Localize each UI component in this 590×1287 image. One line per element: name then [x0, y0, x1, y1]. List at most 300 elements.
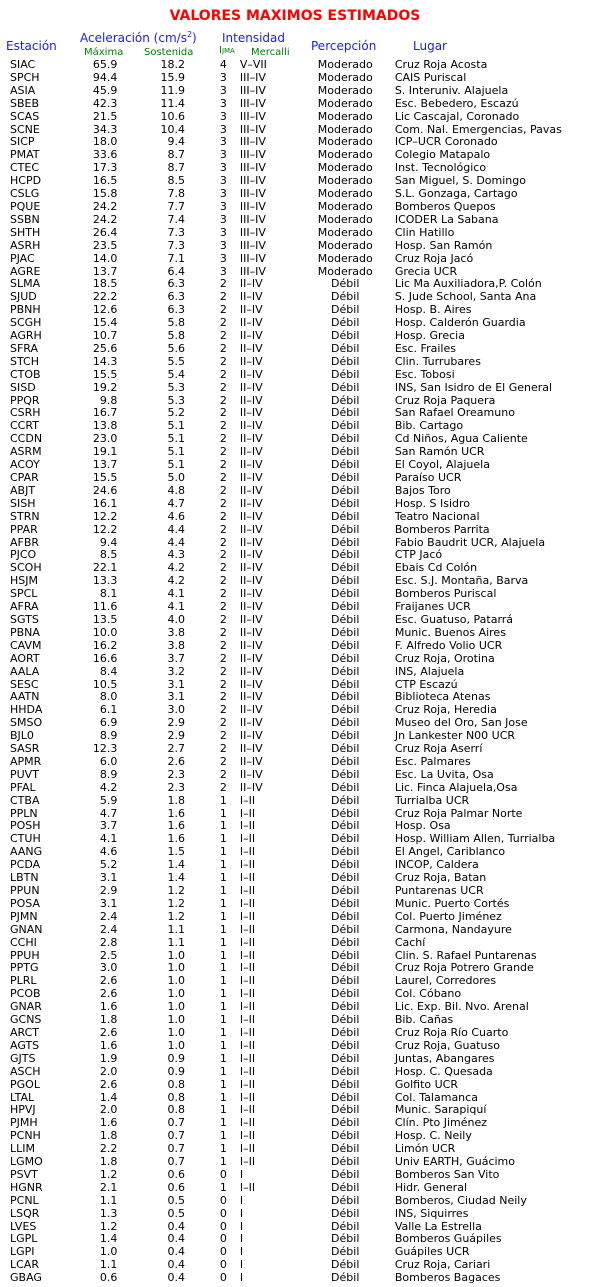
table-row [10, 756, 590, 769]
perception-cell: Débil [331, 1245, 360, 1259]
perception-cell: Débil [331, 922, 360, 936]
table-row [10, 1066, 590, 1079]
sustained-accel-cell: 0.6 [167, 1180, 185, 1194]
jma-intensity-cell: 1 [219, 845, 227, 859]
mercalli-intensity-cell: I–II [239, 1077, 256, 1091]
place-cell: Limón UCR [394, 1142, 456, 1156]
max-accel-cell: 11.6 [92, 600, 118, 614]
mercalli-intensity-cell: I–II [239, 909, 256, 923]
max-accel-cell: 22.1 [92, 561, 118, 575]
sustained-accel-cell: 1.6 [167, 832, 185, 846]
max-accel-cell: 10.7 [92, 329, 118, 343]
jma-intensity-cell: 2 [219, 290, 227, 304]
mercalli-intensity-cell: II–IV [239, 367, 263, 381]
station-code-cell: SJUD [10, 290, 37, 304]
jma-intensity-cell: 2 [219, 600, 227, 614]
max-accel-cell: 2.6 [99, 974, 118, 988]
max-accel-cell: 3.1 [99, 896, 118, 910]
perception-cell: Débil [331, 316, 360, 330]
max-accel-cell: 21.5 [92, 109, 118, 123]
perception-cell: Débil [331, 884, 360, 897]
station-code-cell: AGRE [10, 264, 41, 278]
place-cell: CAIS Puriscal [394, 70, 467, 84]
place-cell: Bomberos Parrita [394, 522, 490, 536]
station-code-cell: PCNL [10, 1193, 39, 1207]
sustained-accel-cell: 10.4 [160, 122, 185, 136]
mercalli-intensity-cell: II–IV [239, 587, 263, 601]
jma-intensity-cell: 3 [219, 212, 227, 226]
mercalli-intensity-cell: I–II [239, 793, 256, 807]
station-code-cell: SISH [10, 496, 36, 510]
max-accel-cell: 14.3 [92, 354, 118, 368]
max-accel-cell: 2.2 [99, 1142, 118, 1156]
place-cell: Cruz Roja Acosta [394, 58, 488, 71]
table-row [10, 85, 590, 98]
place-cell: Turrialba UCR [394, 793, 470, 807]
jma-intensity-cell: 2 [219, 729, 227, 743]
perception-cell: Débil [331, 1051, 360, 1065]
jma-intensity-cell: 1 [219, 806, 227, 820]
jma-intensity-cell: 1 [219, 909, 227, 923]
mercalli-intensity-cell: II–IV [239, 329, 263, 343]
max-accel-cell: 13.7 [92, 458, 118, 472]
mercalli-intensity-cell: III–IV [239, 96, 266, 110]
max-accel-cell: 2.4 [99, 909, 118, 923]
table-row [10, 1117, 590, 1130]
station-code-cell: AGTS [10, 1038, 40, 1052]
sustained-accel-cell: 5.8 [167, 316, 185, 330]
max-accel-cell: 2.0 [99, 1064, 118, 1078]
perception-cell: Débil [331, 858, 360, 872]
place-cell: Fabio Baudrit UCR, Alajuela [394, 535, 546, 549]
place-cell: Bib. Cañas [394, 1013, 454, 1027]
place-cell: Munic. Puerto Cortés [394, 896, 510, 910]
table-row [10, 937, 590, 950]
sustained-accel-cell: 0.9 [167, 1064, 185, 1078]
station-code-cell: LSQR [10, 1206, 40, 1220]
table-row [10, 666, 590, 679]
table-row [10, 1092, 590, 1105]
jma-intensity-cell: 1 [219, 1013, 227, 1027]
perception-cell: Débil [331, 432, 360, 446]
sustained-accel-cell: 3.8 [167, 638, 185, 652]
sustained-accel-cell: 2.3 [167, 780, 185, 794]
station-code-cell: SGTS [10, 612, 39, 626]
station-code-cell: ASIA [10, 83, 36, 97]
max-accel-cell: 2.4 [99, 922, 118, 936]
mercalli-intensity-cell: III–IV [239, 122, 266, 136]
jma-intensity-cell: 2 [219, 380, 227, 394]
perception-cell: Débil [331, 1167, 360, 1181]
station-code-cell: SPCH [10, 70, 40, 84]
max-accel-cell: 1.8 [99, 1013, 118, 1027]
jma-intensity-cell: 1 [219, 819, 227, 833]
station-code-cell: AANG [10, 845, 43, 859]
place-cell: Munic. Sarapiquí [394, 1103, 487, 1117]
sustained-accel-cell: 1.1 [167, 922, 185, 936]
table-row [10, 924, 590, 937]
place-cell: Cruz Roja, Cariari [394, 1258, 491, 1272]
table-row [10, 872, 590, 885]
sustained-accel-cell: 0.7 [167, 1155, 185, 1169]
max-accel-cell: 0.6 [99, 1271, 118, 1285]
place-cell: Clín. Pto Jiménez [394, 1116, 488, 1130]
place-cell: ICODER La Sabana [394, 212, 499, 226]
sustained-accel-cell: 0.4 [167, 1258, 185, 1272]
max-accel-cell: 15.5 [92, 367, 118, 381]
mercalli-intensity-cell: I–II [239, 871, 256, 885]
sustained-accel-cell: 1.6 [167, 806, 185, 820]
sustained-accel-cell: 5.5 [167, 354, 185, 368]
station-code-cell: PPTG [10, 961, 39, 975]
table-row [10, 885, 590, 898]
jma-intensity-cell: 3 [219, 96, 227, 110]
max-accel-cell: 1.2 [99, 1167, 118, 1181]
place-cell: Bib. Cartago [394, 419, 464, 433]
place-cell: Clin Hatillo [394, 225, 455, 239]
perception-cell: Débil [331, 1077, 360, 1091]
station-code-cell: CAVM [10, 638, 42, 652]
mercalli-intensity-cell: I–II [239, 858, 256, 872]
table-row [10, 1130, 590, 1143]
place-cell: Bomberos Guápiles [394, 1232, 502, 1246]
jma-intensity-cell: 0 [219, 1271, 227, 1285]
header-station: Estación [6, 39, 57, 53]
perception-cell: Débil [331, 625, 360, 639]
jma-intensity-cell: 3 [219, 161, 227, 175]
mercalli-intensity-cell: II–IV [239, 638, 263, 652]
place-cell: Guápiles UCR [394, 1245, 470, 1259]
mercalli-intensity-cell: I–II [239, 1090, 256, 1104]
table-row [10, 1272, 590, 1285]
sustained-accel-cell: 4.7 [167, 496, 185, 510]
jma-intensity-cell: 0 [219, 1232, 227, 1246]
perception-cell: Débil [331, 742, 360, 756]
sustained-accel-cell: 0.7 [167, 1129, 185, 1143]
jma-intensity-cell: 3 [219, 264, 227, 278]
station-code-cell: SHTH [10, 225, 41, 239]
sustained-accel-cell: 7.3 [167, 225, 185, 239]
mercalli-intensity-cell: II–IV [239, 522, 263, 536]
jma-intensity-cell: 2 [219, 716, 227, 730]
mercalli-intensity-cell: II–IV [239, 561, 263, 575]
place-cell: ICP–UCR Coronado [394, 135, 498, 149]
sustained-accel-cell: 6.4 [167, 264, 185, 278]
place-cell: Hosp. William Allen, Turrialba [394, 832, 556, 846]
table-row [10, 743, 590, 756]
mercalli-intensity-cell: II–IV [239, 471, 263, 484]
perception-cell: Débil [331, 471, 360, 484]
place-cell: Esc. Tobosi [394, 367, 455, 381]
perception-cell: Débil [331, 1038, 360, 1052]
station-code-cell: LBTN [10, 871, 39, 885]
jma-intensity-cell: 3 [219, 199, 227, 213]
table-row [10, 1221, 590, 1234]
max-accel-cell: 16.2 [92, 638, 118, 652]
mercalli-intensity-cell: II–IV [239, 496, 263, 510]
mercalli-intensity-cell: I–II [239, 1116, 256, 1130]
perception-cell: Débil [331, 1155, 360, 1169]
max-accel-cell: 23.0 [92, 432, 118, 446]
jma-intensity-cell: 1 [219, 1180, 227, 1194]
sustained-accel-cell: 5.8 [167, 329, 185, 343]
mercalli-intensity-cell: II–IV [239, 612, 263, 626]
place-cell: El Angel, Cariblanco [394, 845, 506, 859]
place-cell: Lic. Exp. Bil. Nvo. Arenal [394, 1000, 529, 1014]
perception-cell: Débil [331, 935, 360, 949]
jma-intensity-cell: 2 [219, 303, 227, 317]
sustained-accel-cell: 5.3 [167, 393, 185, 407]
mercalli-intensity-cell: II–IV [239, 535, 263, 549]
place-cell: Bomberos San Vito [394, 1167, 500, 1181]
max-accel-cell: 19.2 [92, 380, 118, 394]
mercalli-intensity-cell: III–IV [239, 135, 266, 149]
station-code-cell: LCAR [10, 1258, 39, 1272]
station-code-cell: AGRH [10, 329, 42, 343]
sustained-accel-cell: 2.9 [167, 716, 185, 730]
place-cell: Esc. Frailes [394, 341, 456, 355]
place-cell: Esc. Bebedero, Escazú [394, 96, 519, 110]
jma-intensity-cell: 2 [219, 522, 227, 536]
perception-cell: Moderado [317, 264, 373, 278]
jma-intensity-cell: 0 [219, 1167, 227, 1181]
jma-intensity-cell: 2 [219, 625, 227, 639]
table-row [10, 575, 590, 588]
station-code-cell: HCPD [10, 174, 42, 188]
perception-cell: Moderado [317, 238, 373, 252]
perception-cell: Débil [331, 1271, 360, 1285]
jma-intensity-cell: 1 [219, 1064, 227, 1078]
sustained-accel-cell: 4.1 [167, 587, 185, 601]
place-cell: Esc. Guatuso, Patarrá [394, 612, 514, 626]
mercalli-intensity-cell: III–IV [239, 148, 266, 162]
station-code-cell: SCGH [10, 316, 42, 330]
station-code-cell: ASRM [10, 445, 42, 459]
header-acceleration: Aceleración $(cm/s^2)$ [80, 30, 197, 45]
place-cell: Colegio Matapalo [394, 148, 491, 162]
place-cell: Cachí [394, 935, 426, 949]
sustained-accel-cell: 4.0 [167, 612, 185, 626]
jma-intensity-cell: 3 [219, 187, 227, 201]
place-cell: Hosp. Calderón Guardia [394, 316, 526, 330]
jma-intensity-cell: 1 [219, 884, 227, 897]
jma-intensity-cell: 3 [219, 83, 227, 97]
jma-intensity-cell: 2 [219, 651, 227, 665]
mercalli-intensity-cell: II–IV [239, 419, 263, 433]
max-accel-cell: 24.2 [92, 212, 118, 226]
max-accel-cell: 5.9 [99, 793, 118, 807]
perception-cell: Débil [331, 754, 360, 768]
jma-intensity-cell: 1 [219, 858, 227, 872]
place-cell: S.L. Gonzaga, Cartago [394, 187, 518, 201]
max-accel-cell: 3.7 [99, 819, 118, 833]
place-cell: Biblioteca Atenas [394, 690, 491, 704]
place-cell: Bomberos, Ciudad Neily [394, 1193, 527, 1207]
perception-cell: Débil [331, 367, 360, 381]
perception-cell: Débil [331, 974, 360, 988]
sustained-accel-cell: 11.9 [160, 83, 185, 97]
perception-cell: Débil [331, 561, 360, 575]
mercalli-intensity-cell: II–IV [239, 290, 263, 304]
table-row [10, 1053, 590, 1066]
mercalli-intensity-cell: III–IV [239, 225, 266, 239]
jma-intensity-cell: 1 [219, 1103, 227, 1117]
station-code-cell: PCOB [10, 987, 41, 1001]
jma-intensity-cell: 2 [219, 341, 227, 355]
sustained-accel-cell: 4.8 [167, 483, 185, 497]
table-row [10, 369, 590, 382]
sustained-accel-cell: 7.4 [167, 212, 185, 226]
table-row [10, 1027, 590, 1040]
station-code-cell: SCNE [10, 122, 40, 136]
max-accel-cell: 94.4 [92, 70, 118, 84]
jma-intensity-cell: 2 [219, 561, 227, 575]
max-accel-cell: 2.9 [99, 884, 118, 897]
sustained-accel-cell: 1.5 [167, 845, 185, 859]
station-code-cell: SICP [10, 135, 35, 149]
max-accel-cell: 14.0 [92, 251, 118, 265]
sustained-accel-cell: 0.7 [167, 1142, 185, 1156]
perception-cell: Débil [331, 871, 360, 885]
mercalli-intensity-cell: II–IV [239, 277, 263, 291]
sustained-accel-cell: 0.4 [167, 1232, 185, 1246]
place-cell: Cruz Roja, Heredia [394, 703, 497, 717]
station-code-cell: PFAL [10, 780, 36, 794]
table-row [10, 1104, 590, 1117]
place-cell: Hidr. General [394, 1180, 467, 1194]
mercalli-intensity-cell: III–IV [239, 238, 266, 252]
table-row [10, 846, 590, 859]
max-accel-cell: 16.7 [92, 406, 118, 420]
max-accel-cell: 65.9 [92, 58, 118, 71]
sustained-accel-cell: 1.0 [167, 974, 185, 988]
station-code-cell: CTOB [10, 367, 41, 381]
max-accel-cell: 8.9 [99, 729, 118, 743]
mercalli-intensity-cell: III–IV [239, 199, 266, 213]
table-row [10, 253, 590, 266]
perception-cell: Moderado [317, 199, 373, 213]
jma-intensity-cell: 3 [219, 70, 227, 84]
perception-cell: Moderado [317, 148, 373, 162]
jma-intensity-cell: 1 [219, 1116, 227, 1130]
sustained-accel-cell: 5.0 [167, 471, 185, 484]
table-row [10, 1182, 590, 1195]
header-intensity: Intensidad [222, 31, 286, 45]
jma-intensity-cell: 1 [219, 1129, 227, 1143]
max-accel-cell: 12.3 [92, 742, 118, 756]
mercalli-intensity-cell: II–IV [239, 483, 263, 497]
sustained-accel-cell: 1.0 [167, 1038, 185, 1052]
sustained-accel-cell: 1.4 [167, 871, 185, 885]
mercalli-intensity-cell: I–II [239, 1103, 256, 1117]
max-accel-cell: 16.5 [92, 174, 118, 188]
place-cell: Cruz Roja Potrero Grande [394, 961, 534, 975]
sustained-accel-cell: 1.0 [167, 987, 185, 1001]
perception-cell: Débil [331, 406, 360, 420]
perception-cell: Moderado [317, 96, 373, 110]
mercalli-intensity-cell: II–IV [239, 354, 263, 368]
mercalli-intensity-cell: I–II [239, 948, 256, 962]
sustained-accel-cell: 1.1 [167, 935, 185, 949]
header-place: Lugar [413, 39, 447, 53]
sustained-accel-cell: 1.0 [167, 1025, 185, 1039]
station-code-cell: ASRH [10, 238, 41, 252]
perception-cell: Moderado [317, 122, 373, 136]
perception-cell: Débil [331, 329, 360, 343]
jma-intensity-cell: 2 [219, 664, 227, 678]
sustained-accel-cell: 0.4 [167, 1219, 185, 1233]
mercalli-intensity-cell: III–IV [239, 212, 266, 226]
mercalli-intensity-cell: II–IV [239, 316, 263, 330]
jma-intensity-cell: 3 [219, 109, 227, 123]
place-cell: S. Jude School, Santa Ana [394, 290, 537, 304]
place-cell: Carmona, Nandayure [394, 922, 512, 936]
sustained-accel-cell: 4.4 [167, 522, 185, 536]
station-code-cell: LGMO [10, 1155, 43, 1169]
perception-cell: Débil [331, 896, 360, 910]
mercalli-intensity-cell: I–II [239, 922, 256, 936]
sustained-accel-cell: 4.6 [167, 509, 185, 523]
place-cell: Lic. Finca Alajuela,Osa [394, 780, 518, 794]
max-accel-cell: 8.1 [99, 587, 118, 601]
jma-intensity-cell: 3 [219, 135, 227, 149]
subheader-sustained: Sostenida [144, 47, 194, 58]
max-accel-cell: 1.8 [99, 1129, 118, 1143]
place-cell: Hosp. C. Neily [394, 1129, 472, 1143]
perception-cell: Débil [331, 1116, 360, 1130]
mercalli-intensity-cell: II–IV [239, 651, 263, 665]
mercalli-intensity-cell: II–IV [239, 303, 263, 317]
sustained-accel-cell: 8.7 [167, 161, 185, 175]
sustained-accel-cell: 11.4 [160, 96, 185, 110]
table-row [10, 640, 590, 653]
perception-cell: Débil [331, 290, 360, 304]
max-accel-cell: 17.3 [92, 161, 118, 175]
jma-intensity-cell: 2 [219, 767, 227, 781]
mercalli-intensity-cell: II–IV [239, 380, 263, 394]
sustained-accel-cell: 3.1 [167, 690, 185, 704]
mercalli-intensity-cell: I–II [239, 987, 256, 1001]
sustained-accel-cell: 2.7 [167, 742, 185, 756]
perception-cell: Débil [331, 651, 360, 665]
sustained-accel-cell: 0.4 [167, 1271, 185, 1285]
perception-cell: Débil [331, 380, 360, 394]
perception-cell: Débil [331, 1090, 360, 1104]
place-cell: INS, Alajuela [394, 664, 465, 678]
jma-intensity-cell: 2 [219, 329, 227, 343]
table-row [10, 627, 590, 640]
perception-cell: Débil [331, 909, 360, 923]
perception-cell: Débil [331, 793, 360, 807]
max-accel-cell: 10.0 [92, 625, 118, 639]
table-row [10, 769, 590, 782]
jma-intensity-cell: 0 [219, 1193, 227, 1207]
sustained-accel-cell: 3.8 [167, 625, 185, 639]
jma-intensity-cell: 1 [219, 1051, 227, 1065]
max-accel-cell: 6.0 [99, 754, 118, 768]
perception-cell: Débil [331, 1000, 360, 1014]
max-accel-cell: 8.9 [99, 767, 118, 781]
max-accel-cell: 6.9 [99, 716, 118, 730]
place-cell: Museo del Oro, San Jose [394, 716, 528, 730]
station-code-cell: GNAN [10, 922, 43, 936]
place-cell: Fraijanes UCR [394, 600, 471, 614]
jma-intensity-cell: 2 [219, 742, 227, 756]
place-cell: Puntarenas UCR [394, 884, 484, 897]
mercalli-intensity-cell: I [239, 1167, 244, 1181]
perception-cell: Débil [331, 354, 360, 368]
max-accel-cell: 8.4 [99, 664, 118, 678]
